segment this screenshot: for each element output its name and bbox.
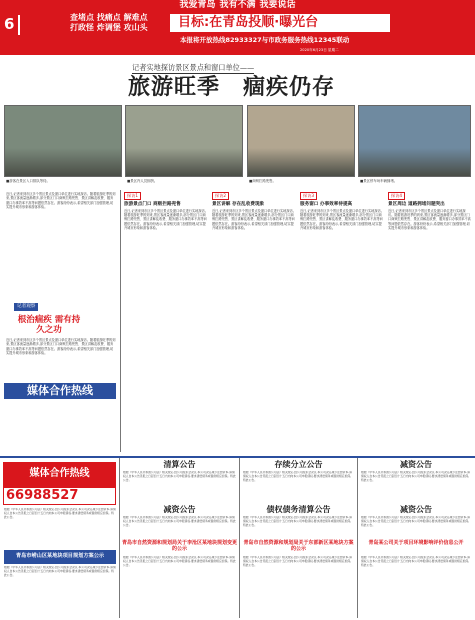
notice-bar-4-body: 根据《中华人民共和国公司法》相关规定,经公司股东会决议,本公司决定减少注册资本,请债权人自本公告见报之日起四十五日内向本公司申报债权,要求清偿债务或提供相应担保。特此公告。 (361, 556, 471, 567)
article-kicker: 记者实地探访景区景点和窗口单位—— (132, 63, 255, 72)
notice-1-body: 根据《中华人民共和国公司法》相关规定,经公司股东会决议,本公司决定减少注册资本,请债权人自本公告见报之日起四十五日内向本公司申报债权,要求清偿债务或提供相应担保。特此公告。 (123, 471, 236, 482)
dateline: 2020年6月23日 星期二 (300, 48, 339, 52)
notice-5-head: 债权债务清算公告 (266, 505, 331, 514)
probe-4-body: 近日,记者来到市区多个景区景点及窗口单位进行实地探访。随着旅游旺季的到来,景区客流量逐渐增多,部分景区门口商贩拦路兜售、景区讲解乱收费、服务窗口办事效率不高等问题依然存在。游客纷纷表示,希望相关部门加强管理,切实提升城市形象和游客体验。 (388, 208, 471, 231)
probe-2-body: 近日,记者来到市区多个景区景点及窗口单位进行实地探访。随着旅游旺季的到来,景区客流量逐渐增多,部分景区门口商贩拦路兜售、景区讲解乱收费、服务窗口办事效率不高等问题依然存在。游客纷纷表示,希望相关部门加强管理,切实提升城市形象和游客体验。 (212, 208, 296, 231)
photo-crowd (4, 105, 122, 177)
photo-parking (358, 105, 471, 177)
caption-4: ■景区停车场车辆拥堵。 (360, 179, 398, 183)
media-hotline-banner: 媒体合作热线 (4, 383, 116, 399)
ad-notice-text: 根据《中华人民共和国公司法》相关规定,经公司股东会决议,本公司决定减少注册资本,请债权人自本公告见报之日起四十五日内向本公司申报债权,要求清偿债务或提供相应担保。特此公告。 (4, 508, 116, 519)
notice-bar-3: 青岛市自然资源和规划局关于东部新区某地块方案的公示 (243, 540, 354, 552)
probe-1-body: 近日,记者来到市区多个景区景点及窗口单位进行实地探访。随着旅游旺季的到来,景区客流量逐渐增多,部分景区门口商贩拦路兜售、景区讲解乱收费、服务窗口办事效率不高等问题依然存在。游客纷纷表示,希望相关部门加强管理,切实提升城市形象和游客体验。 (124, 208, 208, 231)
caption-2: ■景区内人员拥挤。 (127, 179, 158, 183)
photo-vendor (247, 105, 355, 177)
page-number: 6 (4, 15, 20, 35)
notice-bar-2-body: 根据《中华人民共和国公司法》相关规定,经公司股东会决议,本公司决定减少注册资本,请债权人自本公告见报之日起四十五日内向本公司申报债权,要求清偿债务或提供相应担保。特此公告。 (123, 556, 236, 567)
notice-bar-2: 青岛市自然资源和规划局关于李沧区某地块规划变更的公示 (122, 540, 238, 552)
top-slogan-bar (0, 0, 475, 11)
column-rule-1 (120, 190, 121, 452)
probe-4-title: 景区周边 道路拥堵问题突出 (388, 201, 445, 207)
probe-1-tag: 探访1 (124, 192, 141, 200)
notice-rule-2 (239, 458, 240, 618)
probe-column-2 (212, 192, 296, 452)
notice-6-head: 减资公告 (400, 505, 432, 514)
probe-column-3 (300, 192, 384, 452)
notice-2-body: 根据《中华人民共和国公司法》相关规定,经公司股东会决议,本公司决定减少注册资本,请债权人自本公告见报之日起四十五日内向本公司申报债权,要求清偿债务或提供相应担保。特此公告。 (243, 471, 353, 482)
notice-3-head: 减资公告 (400, 460, 432, 469)
comment-tag: 记者观察 (14, 303, 38, 311)
probe-column-1 (124, 192, 208, 452)
probe-4-tag: 探访4 (388, 192, 405, 200)
notice-3-body: 根据《中华人民共和国公司法》相关规定,经公司股东会决议,本公司决定减少注册资本,请债权人自本公告见报之日起四十五日内向本公司申报债权,要求清偿债务或提供相应担保。特此公告。 (361, 471, 471, 482)
notice-4-body: 根据《中华人民共和国公司法》相关规定,经公司股东会决议,本公司决定减少注册资本,请债权人自本公告见报之日起四十五日内向本公司申报债权,要求清偿债务或提供相应担保。特此公告。 (123, 516, 236, 527)
caption-1: ■游客在景区入口排队等待。 (6, 179, 50, 183)
lead-paragraph: 近日,记者来到市区多个景区景点及窗口单位进行实地探访。随着旅游旺季的到来,景区客流量逐渐增多,部分景区门口商贩拦路兜售、景区讲解乱收费、服务窗口办事效率不高等问题依然存在。游客纷纷表示,希望相关部门加强管理,切实提升城市形象和游客体验。 (6, 192, 116, 209)
notice-6-body: 根据《中华人民共和国公司法》相关规定,经公司股东会决议,本公司决定减少注册资本,请债权人自本公告见报之日起四十五日内向本公司申报债权,要求清偿债务或提供相应担保。特此公告。 (361, 516, 471, 527)
probe-2-tag: 探访2 (212, 192, 229, 200)
slogan-3: 我要说话 (259, 0, 296, 10)
photo-visitors (125, 105, 243, 177)
notice-rule-3 (357, 458, 358, 618)
notice-bar-1: 青岛市崂山区某地块项目规划方案公示 (4, 550, 116, 564)
notice-bar-4: 青岛某公司关于项目环境影响评价信息公开 (368, 540, 464, 546)
probe-2-title: 景区讲解 存在乱收费现象 (212, 201, 265, 207)
ad-phone-number: 66988527 (3, 487, 116, 505)
probe-3-tag: 探访3 (300, 192, 317, 200)
notice-bar-3-body: 根据《中华人民共和国公司法》相关规定,经公司股东会决议,本公司决定减少注册资本,请债权人自本公告见报之日起四十五日内向本公司申报债权,要求清偿债务或提供相应担保。特此公告。 (243, 556, 353, 567)
probe-3-body: 近日,记者来到市区多个景区景点及窗口单位进行实地探访。随着旅游旺季的到来,景区客流量逐渐增多,部分景区门口商贩拦路兜售、景区讲解乱收费、服务窗口办事效率不高等问题依然存在。游客纷纷表示,希望相关部门加强管理,切实提升城市形象和游客体验。 (300, 208, 384, 231)
probe-column-4 (388, 192, 471, 452)
hotline-text: 本报将开放热线82933327与市政务服务热线12345联动 (180, 36, 350, 44)
side-commentary-body: 近日,记者来到市区多个景区景点及窗口单位进行实地探访。随着旅游旺季的到来,景区客流量逐渐增多,部分景区门口商贩拦路兜售、景区讲解乱收费、服务窗口办事效率不高等问题依然存在。游客纷纷表示,希望相关部门加强管理,切实提升城市形象和游客体验。 (6, 338, 116, 355)
probe-3-title: 服务窗口 办事效率待提高 (300, 201, 353, 207)
slogan-2: 我有不满 (219, 0, 256, 10)
masthead-slogan: 查堵点 找痛点 解难点 打政怪 炸调堡 攻山头 (70, 13, 148, 33)
notice-rule-1 (119, 458, 120, 618)
side-commentary-head: 根治痼疾 需有持久之功 (17, 315, 81, 336)
notice-4-head: 减资公告 (163, 505, 196, 514)
caption-3: ■商贩拦路兜售。 (249, 179, 276, 183)
probe-1-title: 旅游景点门口 商贩拦路兜售 (124, 201, 181, 207)
notice-5-body: 根据《中华人民共和国公司法》相关规定,经公司股东会决议,本公司决定减少注册资本,请债权人自本公告见报之日起四十五日内向本公司申报债权,要求清偿债务或提供相应担保。特此公告。 (243, 516, 353, 527)
article-headline: 旅游旺季 痼疾仍存 (128, 75, 336, 100)
notice-bar-1-body: 根据《中华人民共和国公司法》相关规定,经公司股东会决议,本公司决定减少注册资本,请债权人自本公告见报之日起四十五日内向本公司申报债权,要求清偿债务或提供相应担保。特此公告。 (4, 566, 116, 577)
notice-1-head: 清算公告 (163, 460, 196, 469)
ad-hotline-box: 媒体合作热线 (3, 462, 116, 487)
slogan-1: 我爱青岛 (179, 0, 216, 10)
masthead-target: 目标:在青岛投顺·曝光台 (170, 14, 390, 32)
notice-2-head: 存续分立公告 (274, 460, 323, 469)
